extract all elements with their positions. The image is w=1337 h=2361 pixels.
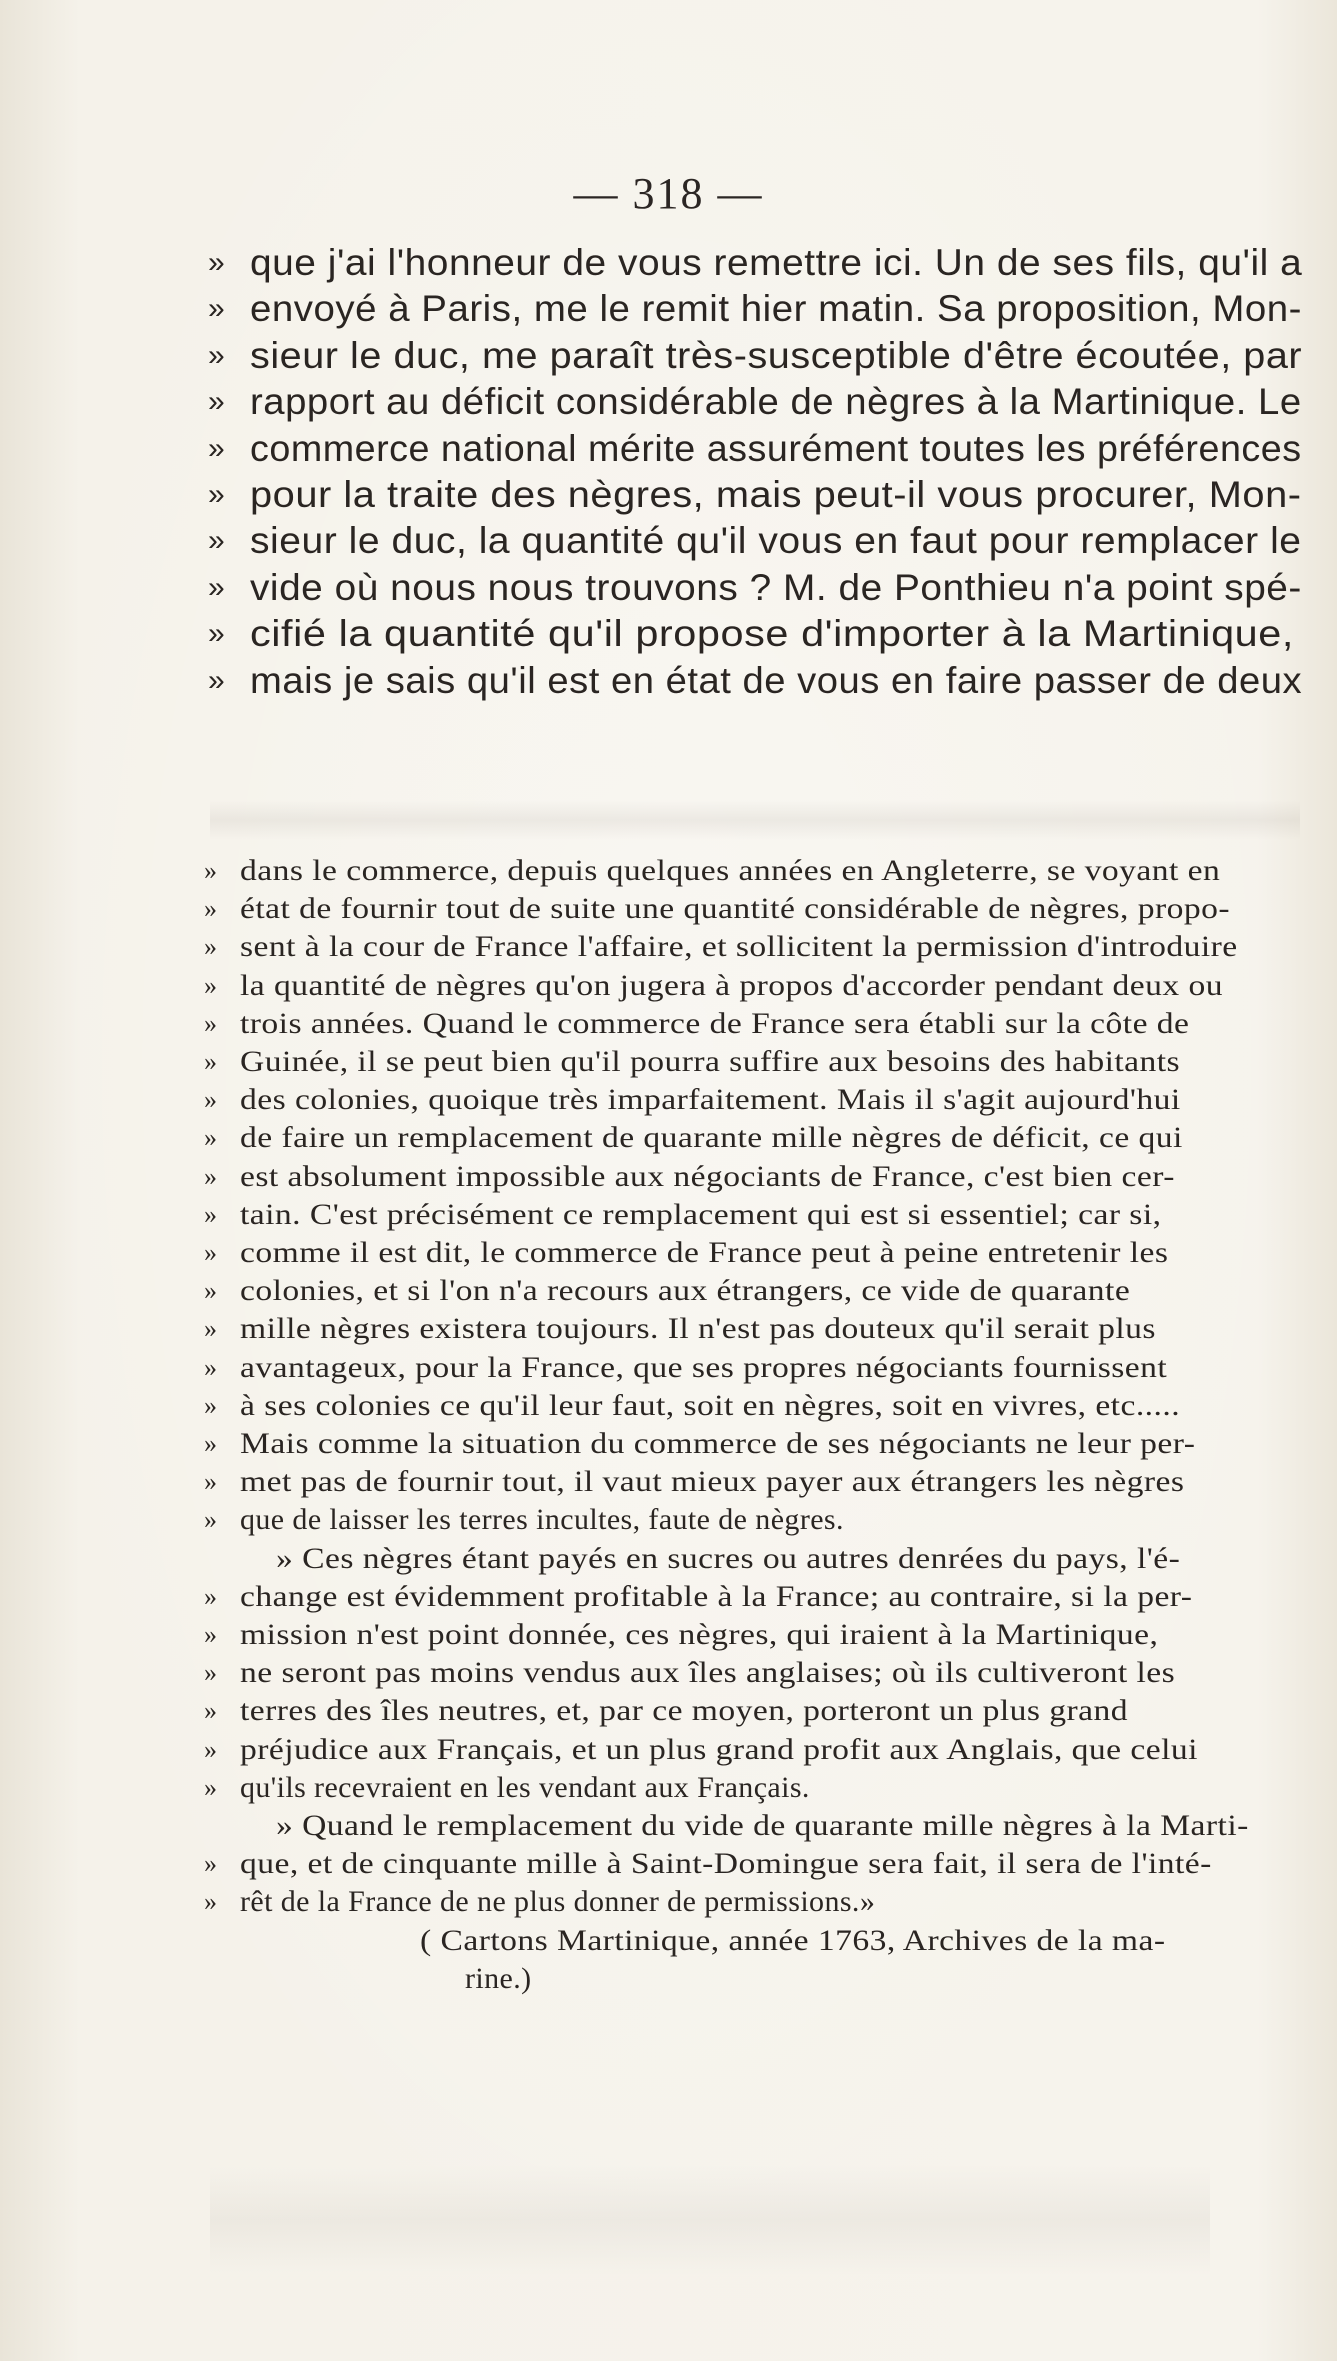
text-line: trois années. Quand le commerce de France sera établi sur la côte de xyxy=(240,1006,1190,1040)
quote-mark: » xyxy=(204,1772,217,1802)
quote-mark: » xyxy=(204,1390,217,1420)
quote-mark: » xyxy=(208,617,225,651)
text-line: » Quand le remplacement du vide de quarante mille nègres à la Marti- xyxy=(276,1809,1249,1842)
text-line: Guinée, il se peut bien qu'il pourra suffire aux besoins des habitants xyxy=(240,1045,1181,1078)
text-line: envoyé à Paris, me le remit hier matin. Sa proposition, Mon- xyxy=(250,288,1302,330)
quote-mark: » xyxy=(204,894,217,924)
text-line: que de laisser les terres incultes, faute de nègres. xyxy=(240,1503,844,1537)
text-line: qu'ils recevraient en les vendant aux Français. xyxy=(240,1770,810,1804)
page-number: — 318 — xyxy=(573,169,764,218)
text-line: Mais comme la situation du commerce de ses négociants ne leur per- xyxy=(240,1427,1196,1460)
text-line: sent à la cour de France l'affaire, et sollicitent la permission d'introduire xyxy=(240,930,1238,964)
quote-mark: » xyxy=(208,524,225,558)
quote-mark: » xyxy=(204,1161,217,1191)
quote-mark: » xyxy=(204,1581,217,1611)
bleed-through-shadow xyxy=(210,2165,1210,2275)
quote-mark: » xyxy=(208,663,225,697)
text-line: mille nègres existera toujours. Il n'est pas douteux qu'il serait plus xyxy=(240,1312,1156,1346)
text-line: ne seront pas moins vendus aux îles anglaises; où ils cultiveront les xyxy=(240,1656,1176,1690)
text-line: que, et de cinquante mille à Saint-Domingue sera fait, il sera de l'inté- xyxy=(240,1847,1212,1881)
text-line: terres des îles neutres, et, par ce moyen, porteront un plus grand xyxy=(240,1694,1128,1728)
quote-mark: » xyxy=(208,385,225,419)
quote-mark: » xyxy=(208,338,225,372)
text-line: mission n'est point donnée, ces nègres, qui iraient à la Martinique, xyxy=(240,1618,1159,1651)
text-line: sieur le duc, me paraît très-susceptible d'être écoutée, par xyxy=(250,334,1303,376)
quote-mark: » xyxy=(204,1199,217,1229)
text-line: comme il est dit, le commerce de France peut à peine entretenir les xyxy=(240,1236,1169,1269)
quote-mark: » xyxy=(208,431,225,465)
quote-mark: » xyxy=(204,1085,217,1115)
quote-mark: » xyxy=(204,1352,217,1382)
quote-mark: » xyxy=(204,1467,217,1497)
text-line: avantageux, pour la France, que ses propres négociants fournissent xyxy=(240,1350,1168,1384)
text-line: » Ces nègres étant payés en sucres ou autres denrées du pays, l'é- xyxy=(276,1541,1181,1575)
quote-mark: » xyxy=(208,246,225,279)
quote-mark: » xyxy=(204,1314,217,1344)
quote-mark: » xyxy=(204,932,217,962)
text-line: tain. C'est précisément ce remplacement qui est si essentiel; car si, xyxy=(240,1197,1162,1231)
text-line: vide où nous nous trouvons ? M. de Ponthieu n'a point spé- xyxy=(250,566,1302,608)
text-line: dans le commerce, depuis quelques années en Angleterre, se voyant en xyxy=(240,854,1221,887)
quote-mark: » xyxy=(208,570,225,604)
bleed-through-shadow xyxy=(210,800,1300,840)
text-line: à ses colonies ce qu'il leur faut, soit en nègres, soit en vivres, etc..... xyxy=(240,1388,1181,1422)
text-line: commerce national mérite assurément toutes les préférences xyxy=(250,427,1302,469)
quote-mark: » xyxy=(204,1429,217,1458)
quote-mark: » xyxy=(204,1238,217,1267)
quote-mark: » xyxy=(204,1696,217,1726)
text-line: mais je sais qu'il est en état de vous en faire passer de deux xyxy=(250,659,1303,701)
quote-mark: » xyxy=(204,1734,217,1764)
quote-mark: » xyxy=(204,1849,217,1879)
text-line: sieur le duc, la quantité qu'il vous en faut pour remplacer le xyxy=(250,520,1302,562)
text-line: état de fournir tout de suite une quantité considérable de nègres, propo- xyxy=(240,892,1230,926)
text-line: cifié la quantité qu'il propose d'importer à la Martinique, xyxy=(250,613,1294,655)
quote-mark: » xyxy=(204,1276,217,1306)
text-line: rapport au déficit considérable de nègres à la Martinique. Le xyxy=(250,381,1302,423)
text-line: des colonies, quoique très imparfaitement. Mais il s'agit aujourd'hui xyxy=(240,1083,1181,1117)
text-line: que j'ai l'honneur de vous remettre ici. Un de ses fils, qu'il a xyxy=(250,242,1303,283)
quote-mark: » xyxy=(204,1887,217,1917)
text-line: met pas de fournir tout, il vaut mieux payer aux étrangers les nègres xyxy=(240,1465,1185,1499)
text-line: préjudice aux Français, et un plus grand profit aux Anglais, que celui xyxy=(240,1732,1198,1766)
quote-mark: » xyxy=(208,478,225,511)
quote-mark: » xyxy=(204,1505,217,1535)
quote-mark: » xyxy=(204,1620,217,1649)
quote-mark: » xyxy=(204,1123,217,1153)
quote-mark: » xyxy=(204,1658,217,1688)
text-line: est absolument impossible aux négociants de France, c'est bien cer- xyxy=(240,1159,1175,1193)
quote-mark: » xyxy=(208,292,225,326)
quote-mark: » xyxy=(204,1008,217,1038)
text-line: rine.) xyxy=(465,1961,532,1995)
text-line: colonies, et si l'on n'a recours aux étrangers, ce vide de quarante xyxy=(240,1274,1131,1308)
quote-mark: » xyxy=(204,970,217,1000)
quote-mark: » xyxy=(204,1047,217,1076)
text-line: pour la traite des nègres, mais peut-il vous procurer, Mon- xyxy=(250,474,1302,515)
text-line: change est évidemment profitable à la France; au contraire, si la per- xyxy=(240,1579,1193,1613)
text-line: rêt de la France de ne plus donner de permissions.» xyxy=(240,1885,876,1919)
text-line: ( Cartons Martinique, année 1763, Archives de la ma- xyxy=(420,1923,1166,1957)
text-line: de faire un remplacement de quarante mille nègres de déficit, ce qui xyxy=(240,1121,1183,1155)
quote-mark: » xyxy=(204,856,217,885)
text-line: la quantité de nègres qu'on jugera à propos d'accorder pendant deux ou xyxy=(240,968,1223,1002)
